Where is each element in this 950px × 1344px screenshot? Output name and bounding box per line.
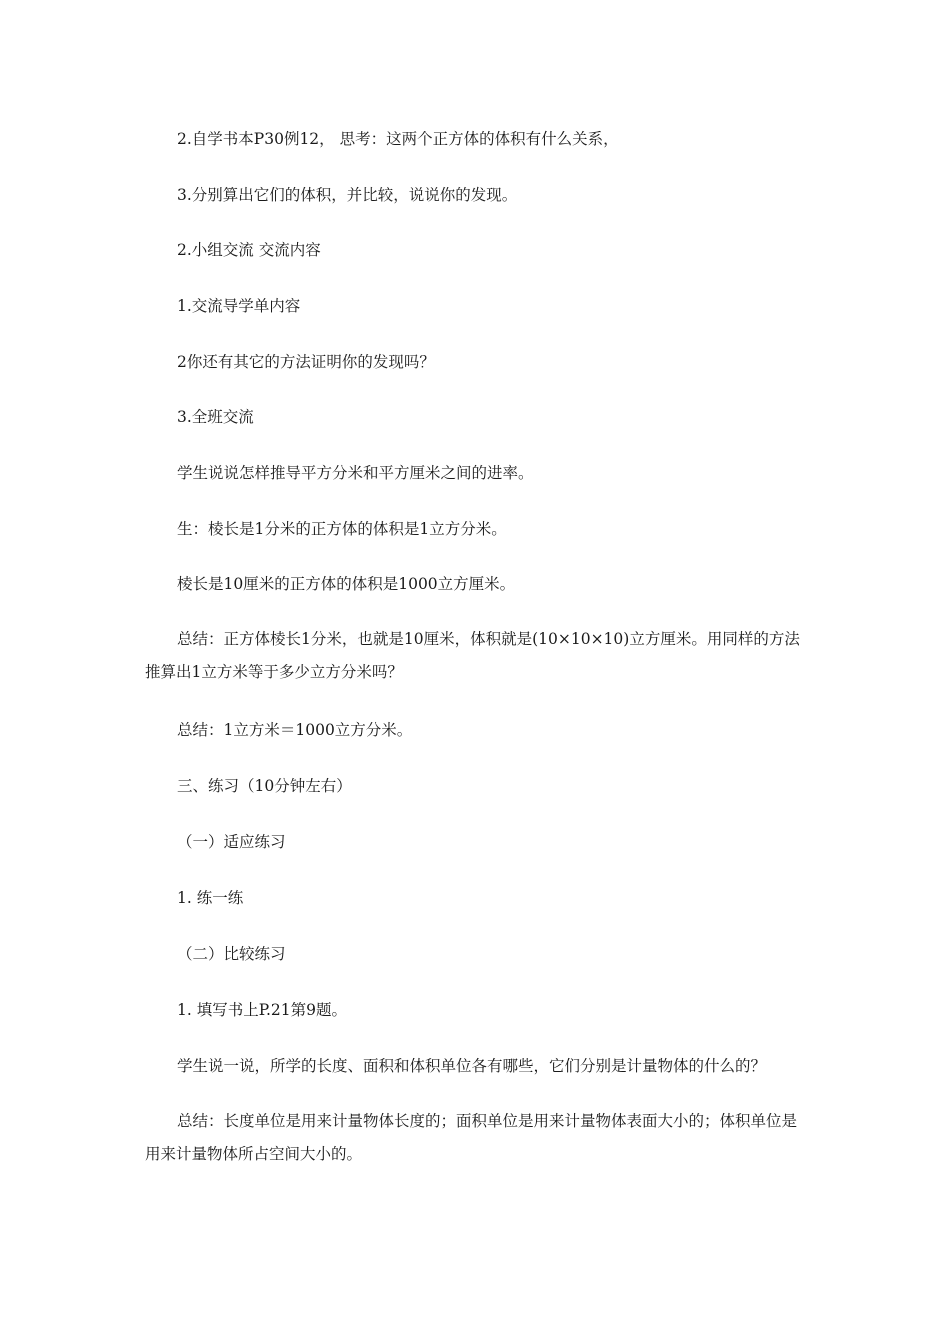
paragraph-3: 2.小组交流 交流内容 <box>177 241 321 259</box>
paragraph-5: 2你还有其它的方法证明你的发现吗？ <box>177 353 435 371</box>
paragraph-7: 学生说说怎样推导平方分米和平方厘米之间的进率。 <box>177 464 534 482</box>
paragraph-11: 总结：1立方米＝1000立方分米。 <box>177 721 413 739</box>
paragraph-12: 三、练习（10分钟左右） <box>177 777 352 795</box>
paragraph-17: 学生说一说，所学的长度、面积和体积单位各有哪些，它们分别是计量物体的什么的？ <box>177 1057 767 1075</box>
paragraph-13: （一）适应练习 <box>177 833 286 851</box>
paragraph-9: 棱长是10厘米的正方体的体积是1000立方厘米。 <box>177 575 516 593</box>
paragraph-14: 1. 练一练 <box>177 889 244 907</box>
paragraph-2: 3.分别算出它们的体积，并比较，说说你的发现。 <box>177 186 518 204</box>
paragraph-4: 1.交流导学单内容 <box>177 297 301 315</box>
paragraph-16: 1. 填写书上P.21第9题。 <box>177 1001 348 1019</box>
paragraph-10: 总结：正方体棱长1分米，也就是10厘米，体积就是(10×10×10)立方厘米。用同样的方法推算出1立方米等于多少立方分米吗？ <box>145 630 800 681</box>
paragraph-8: 生：棱长是1分米的正方体的体积是1立方分米。 <box>177 520 507 538</box>
paragraph-18: 总结：长度单位是用来计量物体长度的；面积单位是用来计量物体表面大小的；体积单位是用来计量物体所占空间大小的。 <box>145 1112 798 1163</box>
paragraph-6: 3.全班交流 <box>177 408 254 426</box>
paragraph-15: （二）比较练习 <box>177 945 286 963</box>
paragraph-1: 2.自学书本P30例12， 思考：这两个正方体的体积有什么关系， <box>177 130 619 148</box>
